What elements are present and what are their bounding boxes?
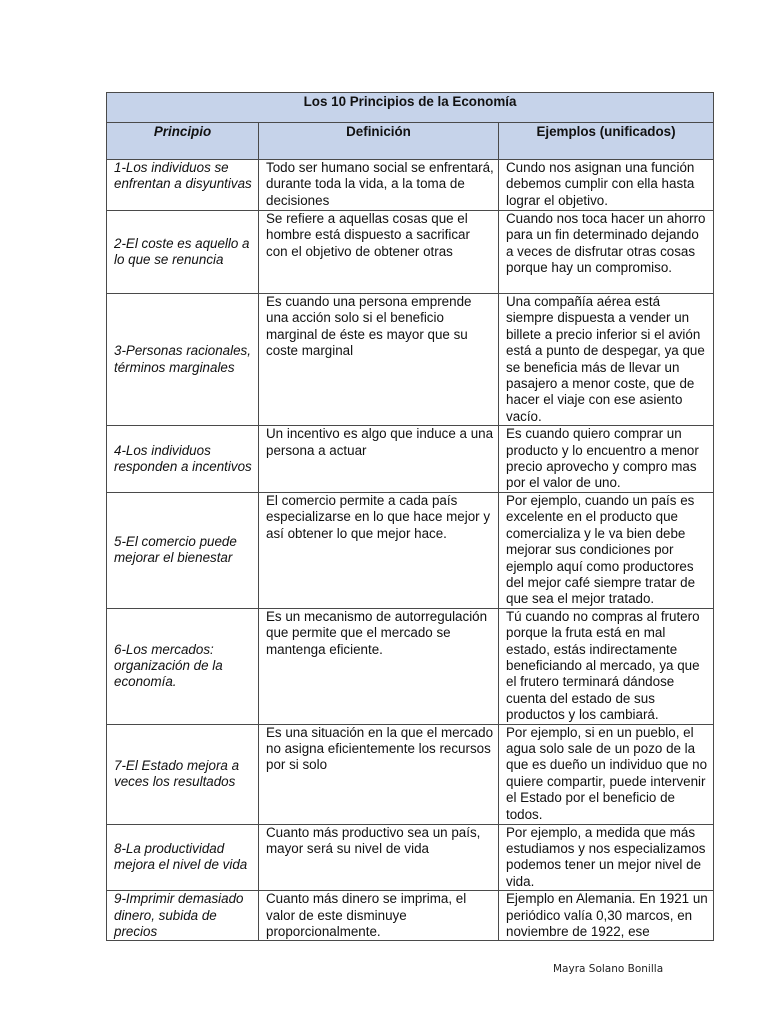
example-cell: Es cuando quiero comprar un producto y lo encuentro a menor precio aprovecho y compro mas por el valor de uno. — [499, 426, 714, 493]
table-row — [107, 426, 714, 493]
definition-cell: Un incentivo es algo que induce a una persona a actuar — [259, 426, 499, 493]
definition-cell: Es un mecanismo de autorregulación que permite que el mercado se mantenga eficiente. — [259, 608, 499, 724]
definition-cell: Es cuando una persona emprende una acción solo si el beneficio marginal de éste es mayor que su coste marginal — [259, 294, 499, 426]
table-row — [107, 211, 714, 294]
table-row — [107, 492, 714, 608]
table-row — [107, 294, 714, 426]
definition-cell: Se refiere a aquellas cosas que el hombre está dispuesto a sacrificar con el objetivo de obtener otras — [259, 211, 499, 294]
principle-cell: 4-Los individuos responden a incentivos — [107, 426, 259, 493]
table-row — [107, 891, 714, 941]
table-row — [107, 160, 714, 211]
header-principle: Principio — [107, 123, 259, 160]
principles-table — [106, 92, 714, 941]
table-title-row — [107, 93, 714, 123]
principle-cell: 1-Los individuos se enfrentan a disyuntivas — [107, 160, 259, 211]
table-header-row — [107, 123, 714, 160]
definition-cell: Cuanto más productivo sea un país, mayor será su nivel de vida — [259, 824, 499, 891]
table-row — [107, 608, 714, 724]
header-example: Ejemplos (unificados) — [499, 123, 714, 160]
example-cell: Por ejemplo, si en un pueblo, el agua solo sale de un pozo de la que es dueño un individuo que no quiere compartir, puede intervenir el Estado por el beneficio de todos. — [499, 724, 714, 824]
example-cell: Tú cuando no compras al frutero porque la fruta está en mal estado, estás indirectamente beneficiando al mercado, ya que el frutero terminará dándose cuenta del estado de sus productos y los cambiará. — [499, 608, 714, 724]
example-cell: Cuando nos toca hacer un ahorro para un fin determinado dejando a veces de disfrutar otras cosas porque hay un compromiso. — [499, 211, 714, 294]
example-cell: Cundo nos asignan una función debemos cumplir con ella hasta lograr el objetivo. — [499, 160, 714, 211]
example-cell: Por ejemplo, a medida que más estudiamos y nos especializamos podemos tener un mejor nivel de vida. — [499, 824, 714, 891]
principle-cell: 3-Personas racionales, términos marginales — [107, 294, 259, 426]
table-row — [107, 724, 714, 824]
header-definition: Definición — [259, 123, 499, 160]
table-title: Los 10 Principios de la Economía — [107, 93, 714, 123]
example-cell: Una compañía aérea está siempre dispuesta a vender un billete a precio inferior si el avión está a punto de despegar, ya que se beneficia más de llevar un pasajero a menor coste, que de hacer el viaje con ese asiento vacío. — [499, 294, 714, 426]
principle-cell: 6-Los mercados: organización de la economía. — [107, 608, 259, 724]
definition-cell: Cuanto más dinero se imprima, el valor de este disminuye proporcionalmente. — [259, 891, 499, 941]
definition-cell: El comercio permite a cada país especializarse en lo que hace mejor y así obtener lo que mejor hace. — [259, 492, 499, 608]
example-cell: Por ejemplo, cuando un país es excelente en el producto que comercializa y le va bien debe mejorar sus condiciones por ejemplo aquí como productores del mejor café siempre tratar de que sea el mejor tratado. — [499, 492, 714, 608]
table-row — [107, 824, 714, 891]
principle-cell: 5-El comercio puede mejorar el bienestar — [107, 492, 259, 608]
footer-author: Mayra Solano Bonilla — [553, 963, 664, 975]
definition-cell: Es una situación en la que el mercado no asigna eficientemente los recursos por si solo — [259, 724, 499, 824]
principle-cell: 8-La productividad mejora el nivel de vida — [107, 824, 259, 891]
principle-cell: 2-El coste es aquello a lo que se renuncia — [107, 211, 259, 294]
example-cell: Ejemplo en Alemania. En 1921 un periódico valía 0,30 marcos, en noviembre de 1922, ese — [499, 891, 714, 941]
principle-cell: 7-El Estado mejora a veces los resultados — [107, 724, 259, 824]
definition-cell: Todo ser humano social se enfrentará, durante toda la vida, a la toma de decisiones — [259, 160, 499, 211]
principle-cell: 9-Imprimir demasiado dinero, subida de precios — [107, 891, 259, 941]
